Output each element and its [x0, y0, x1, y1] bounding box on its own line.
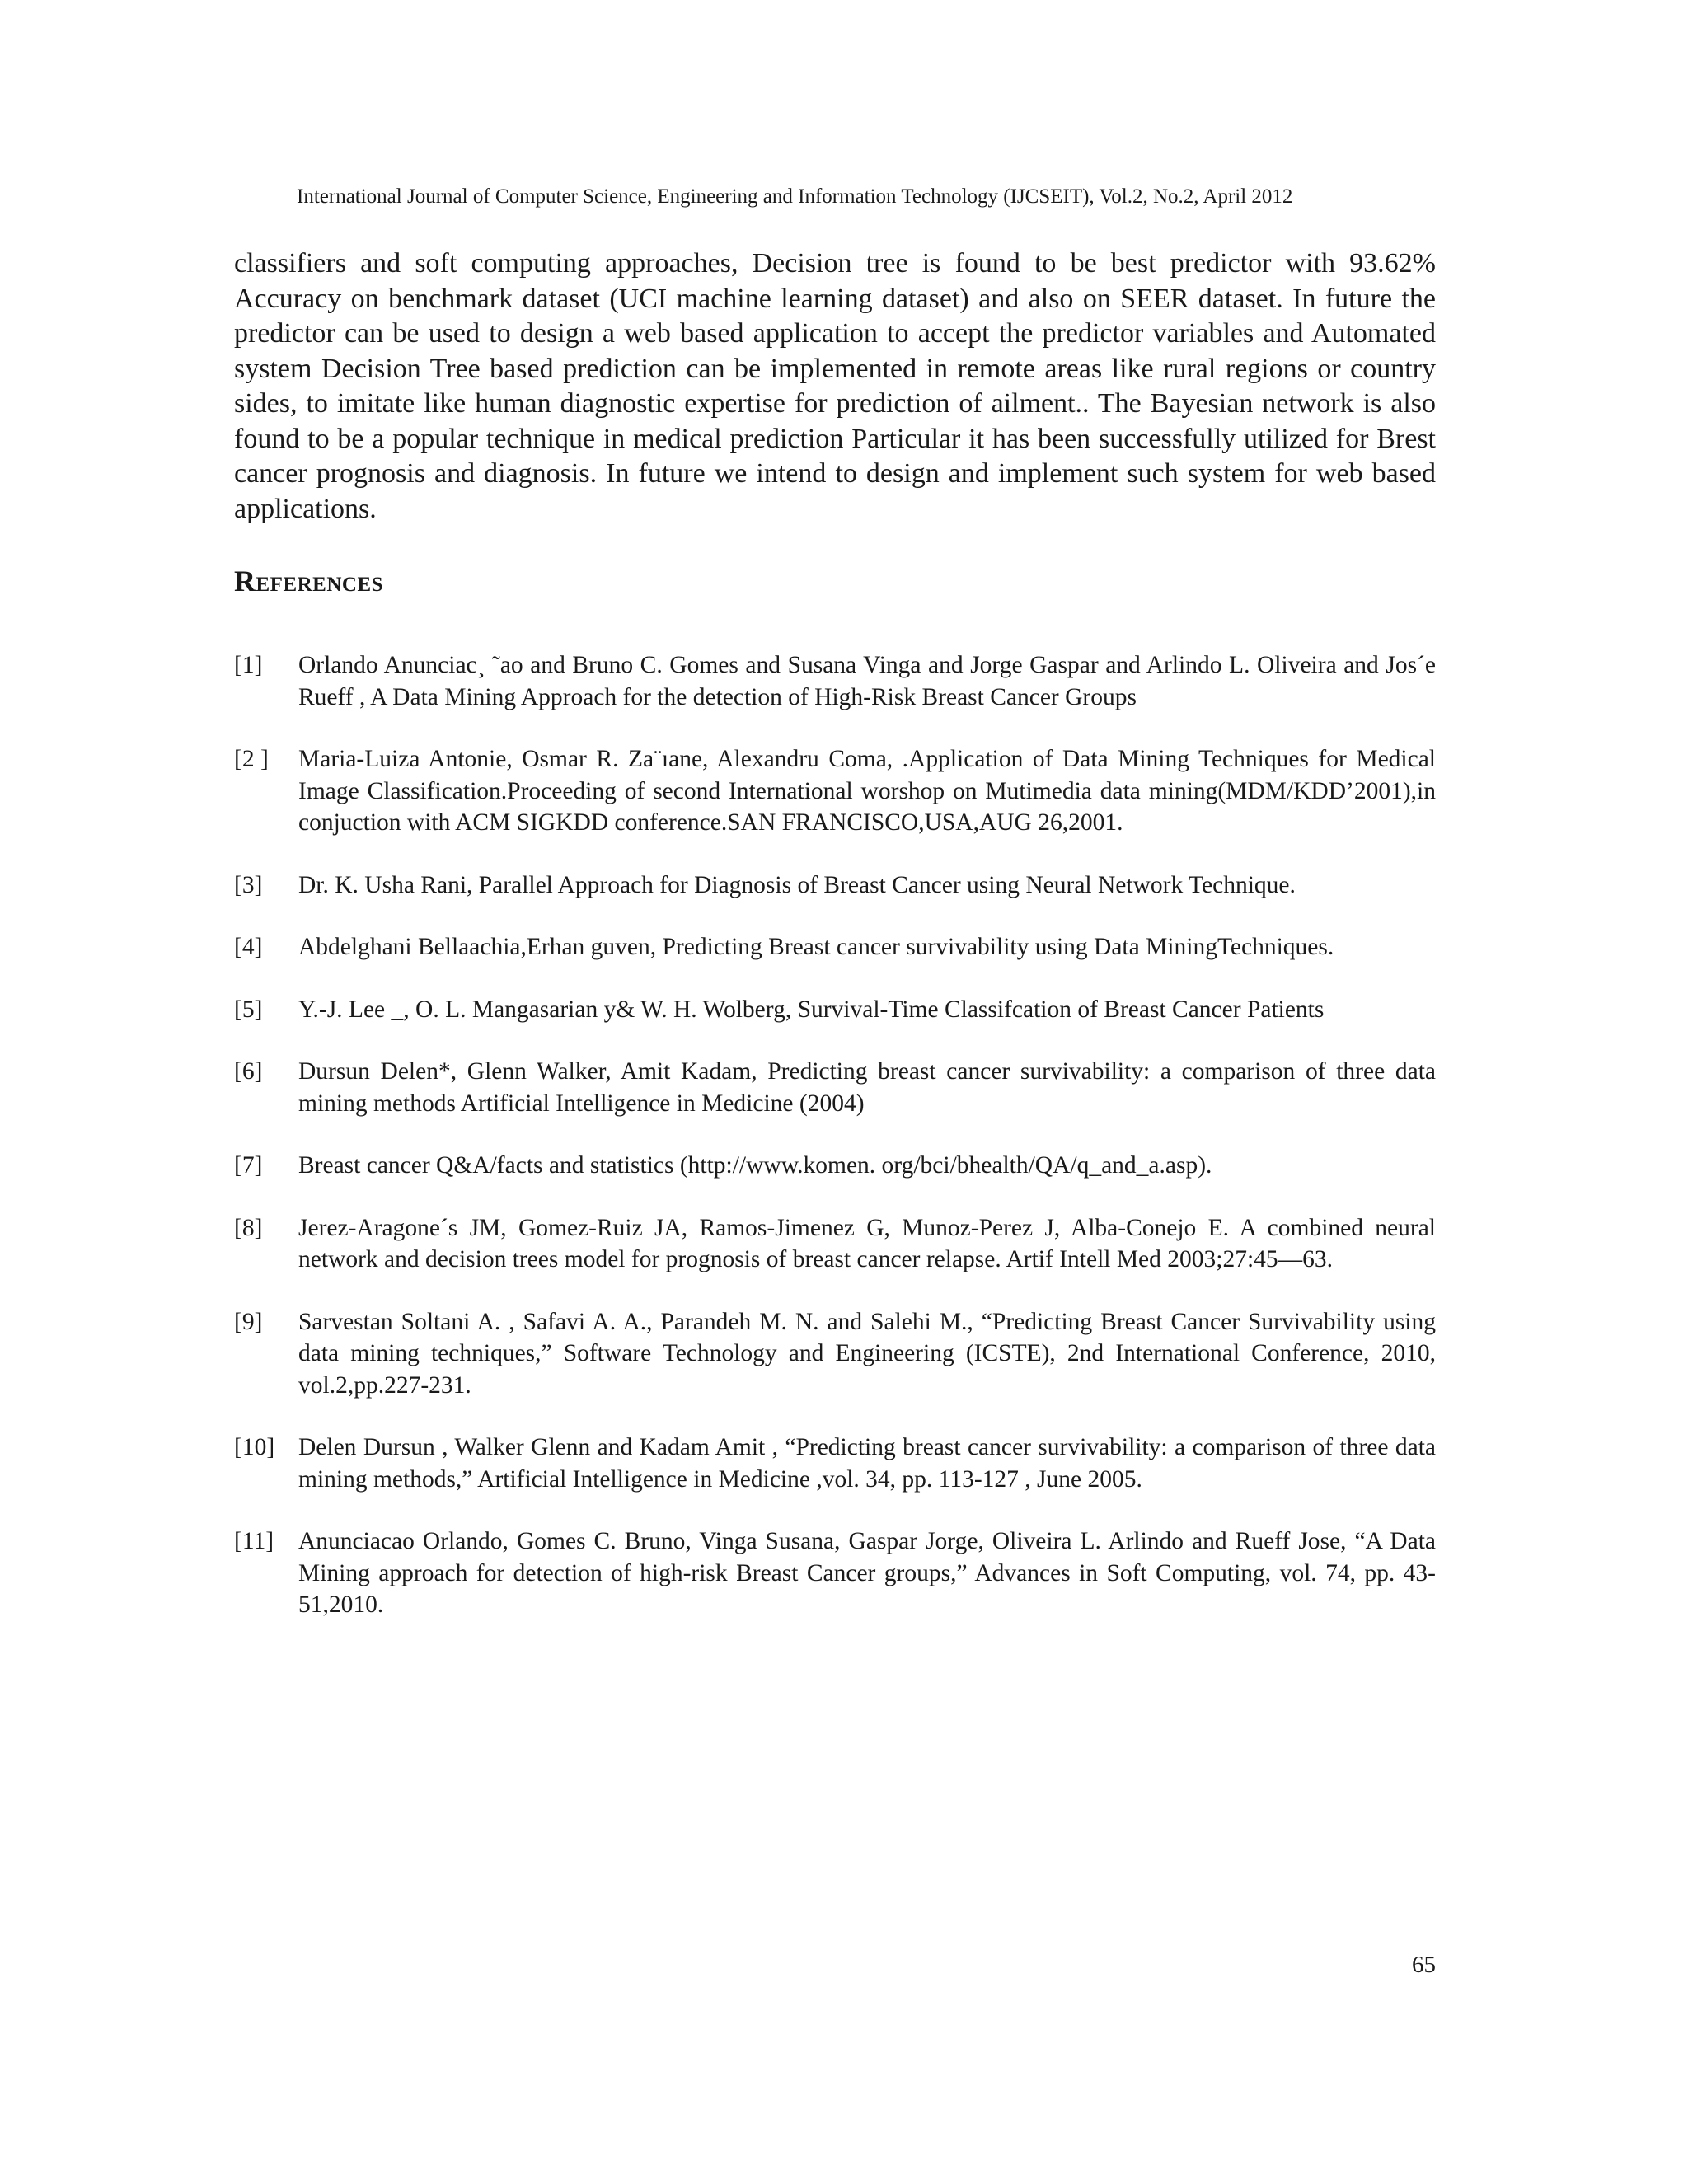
- reference-number: [1]: [234, 652, 263, 678]
- reference-text: Anunciacao Orlando, Gomes C. Bruno, Vinga Susana, Gaspar Jorge, Oliveira L. Arlindo and Rueff Jose, “A Data Mining approach for detection of high-risk Breast Cancer groups,” Advances in Soft Computing, vol. 74, pp. 43-51,2010.: [298, 1528, 1436, 1618]
- reference-item-1: [234, 649, 1436, 713]
- reference-text: Orlando Anunciac¸ ˜ao and Bruno C. Gomes and Susana Vinga and Jorge Gaspar and Arlindo L. Oliveira and Jos´e Rueff , A Data Mining Approach for the detection of High-Risk Breast Cancer Groups: [298, 652, 1436, 710]
- reference-text: Sarvestan Soltani A. , Safavi A. A., Parandeh M. N. and Salehi M., “Predicting Breast Cancer Survivability using data mining techniques,” Software Technology and Engineering (ICSTE), 2nd International Conference, 2010, vol.2,pp.227-231.: [298, 1308, 1436, 1399]
- page-number: 65: [1412, 1952, 1436, 1978]
- reference-text: Dursun Delen*, Glenn Walker, Amit Kadam, Predicting breast cancer survivability: a comparison of three data mining methods Artificial Intelligence in Medicine (2004): [298, 1058, 1436, 1117]
- reference-number: [9]: [234, 1308, 263, 1335]
- reference-text: Breast cancer Q&A/facts and statistics (http://www.komen. org/bci/bhealth/QA/q_and_a.asp).: [298, 1152, 1212, 1179]
- reference-number: [7]: [234, 1152, 263, 1179]
- references-heading: References: [234, 565, 384, 598]
- reference-number: [5]: [234, 996, 263, 1023]
- reference-item-9: [234, 1306, 1436, 1402]
- reference-item-11: [234, 1526, 1436, 1621]
- reference-list: [234, 649, 1436, 1652]
- body-paragraph: classifiers and soft computing approaches, Decision tree is found to be best predictor with 93.62% Accuracy on benchmark dataset (UCI machine learning dataset) and also on SEER dataset. In future the predictor can be used to design a web based application to accept the predictor variables and Automated system Decision Tree based prediction can be implemented in remote areas like rural regions or country sides, to imitate like human diagnostic expertise for prediction of ailment.. The Bayesian network is also found to be a popular technique in medical prediction Particular it has been successfully utilized for Brest cancer prognosis and diagnosis. In future we intend to design and implement such system for web based applications.: [234, 248, 1436, 524]
- reference-text: Abdelghani Bellaachia,Erhan guven, Predicting Breast cancer survivability using Data MiningTechniques.: [298, 934, 1334, 960]
- running-header: International Journal of Computer Science, Engineering and Information Technology (IJCSEIT), Vol.2, No.2, April 2012: [297, 185, 1293, 208]
- reference-item-10: [234, 1432, 1436, 1495]
- reference-number: [4]: [234, 934, 263, 960]
- reference-item-4: [234, 931, 1436, 963]
- reference-number: [2 ]: [234, 746, 269, 772]
- reference-item-7: [234, 1150, 1436, 1182]
- reference-text: Dr. K. Usha Rani, Parallel Approach for Diagnosis of Breast Cancer using Neural Network Technique.: [298, 871, 1296, 898]
- reference-number: [6]: [234, 1058, 263, 1085]
- reference-item-6: [234, 1056, 1436, 1119]
- reference-text: Maria-Luiza Antonie, Osmar R. Za¨ıane, Alexandru Coma, .Application of Data Mining Techniques for Medical Image Classification.Proceeding of second International worshop on Mutimedia data mining(MDM/KDD’2001),in conjuction with ACM SIGKDD conference.SAN FRANCISCO,USA,AUG 26,2001.: [298, 746, 1436, 836]
- reference-text: Delen Dursun , Walker Glenn and Kadam Amit , “Predicting breast cancer survivability: a comparison of three data mining methods,” Artificial Intelligence in Medicine ,vol. 34, pp. 113-127 , June 2005.: [298, 1434, 1436, 1493]
- reference-item-5: [234, 994, 1436, 1026]
- reference-number: [10]: [234, 1434, 275, 1460]
- reference-item-8: [234, 1212, 1436, 1276]
- reference-item-2: [234, 743, 1436, 839]
- reference-number: [3]: [234, 871, 263, 898]
- reference-number: [11]: [234, 1528, 274, 1554]
- reference-item-3: [234, 869, 1436, 902]
- reference-text: Y.-J. Lee _, O. L. Mangasarian y& W. H. Wolberg, Survival-Time Classifcation of Breast Cancer Patients: [298, 996, 1325, 1023]
- reference-text: Jerez-Aragone´s JM, Gomez-Ruiz JA, Ramos-Jimenez G, Munoz-Perez J, Alba-Conejo E. A combined neural network and decision trees model for prognosis of breast cancer relapse. Artif Intell Med 2003;27:45—63.: [298, 1214, 1436, 1272]
- reference-number: [8]: [234, 1214, 263, 1241]
